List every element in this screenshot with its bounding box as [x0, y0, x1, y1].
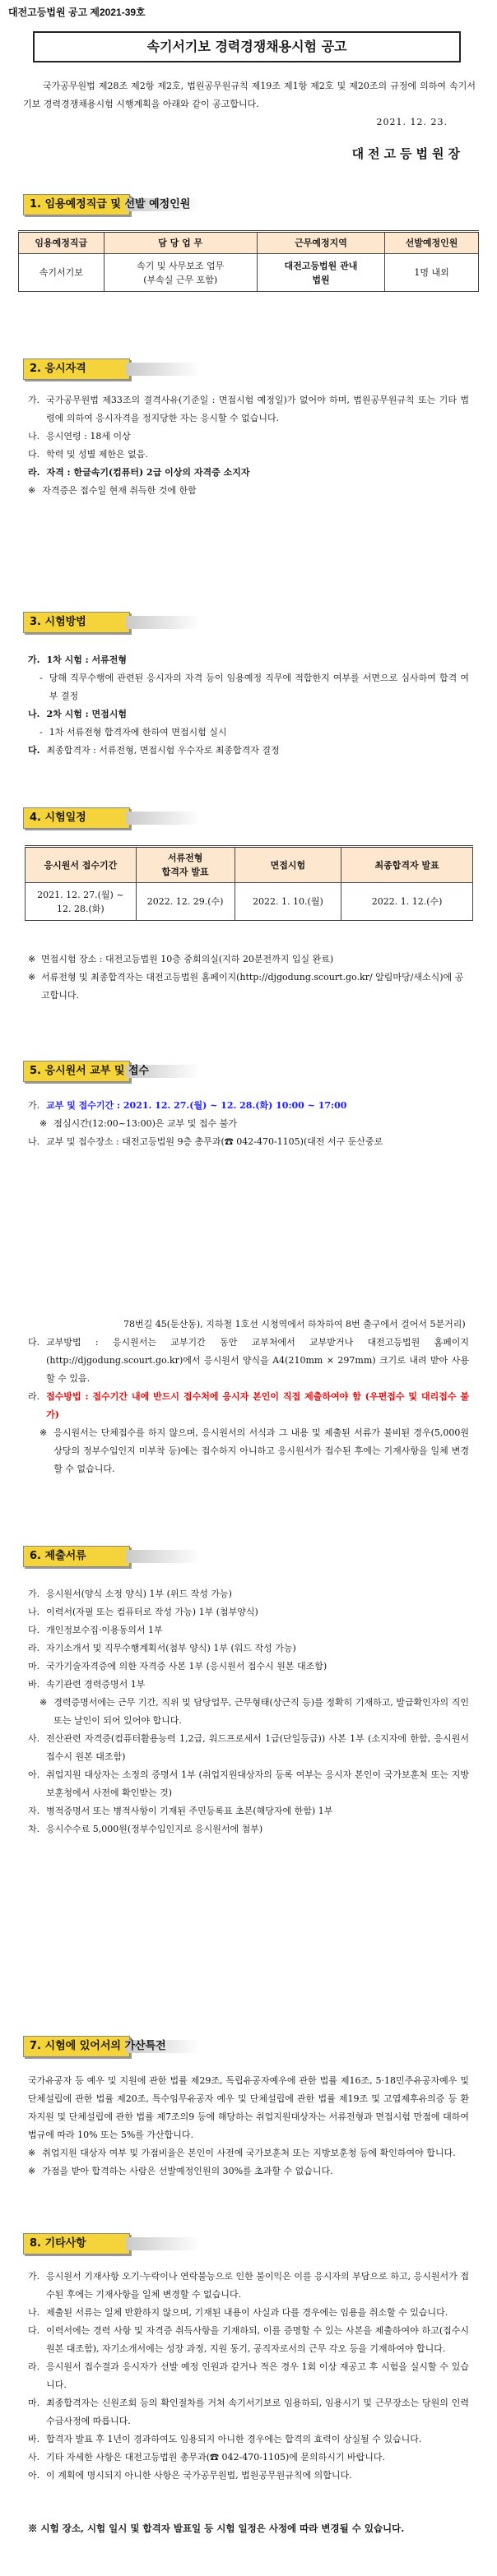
- table-cell: 속기서기보: [19, 254, 105, 292]
- item-label: ※: [39, 1118, 48, 1129]
- list-item: [28, 391, 469, 428]
- section-heading-4: [23, 807, 200, 829]
- item-label: 다.: [28, 2325, 40, 2336]
- list-item: [28, 705, 469, 724]
- item-label: 라.: [28, 1643, 40, 1653]
- item-text: 서류전형 및 최종합격자는 대전고등법원 홈페이지(http://djgodung.scourt.go.kr/ 알림마당/새소식)에 공고합니다.: [41, 972, 464, 1001]
- list-item: [28, 742, 469, 760]
- list-item: [28, 1676, 469, 1694]
- list-item: [28, 1658, 469, 1676]
- misc-list: [28, 2268, 469, 2485]
- item-text: 전산관련 자격증(컴퓨터활용능력 1,2급, 워드프로세서 1급(단일등급)) 사본 1부 (소지자에 한함, 응시원서 접수시 원본 대조함): [46, 1733, 469, 1762]
- note-mark: ※: [28, 972, 36, 983]
- item-label: 나.: [28, 709, 40, 719]
- table-cell: 2022. 1. 10.(월): [235, 883, 341, 921]
- item-text: 교부 및 접수장소 : 대전고등법원 9층 총무과(☎ 042-470-1105)(대전 서구 둔산중로: [46, 1136, 383, 1147]
- list-item: [28, 950, 469, 969]
- list-item: [28, 1133, 469, 1151]
- list-item: [28, 2072, 469, 2144]
- section-heading-7: [23, 2036, 200, 2057]
- section-title: 3. 시험방법: [30, 615, 86, 628]
- item-label: 나.: [28, 1136, 40, 1147]
- table-header: 선발예정인원: [385, 232, 479, 254]
- list-item: [28, 482, 469, 500]
- item-label: 마.: [28, 1661, 40, 1672]
- section-heading-8: [23, 2233, 200, 2255]
- item-label: ※: [28, 485, 36, 496]
- item-text: 당해 직무수행에 관련된 응시자의 자격 등이 임용예정 직무에 적합한지 여부를 서면으로 심사하여 합격 여부 결정: [49, 673, 469, 701]
- list-item: [28, 1603, 469, 1621]
- list-item: [28, 1334, 469, 1388]
- item-text: 응시원서는 단체접수를 하지 않으며, 응시원서의 서식과 그 내용 및 제출된 서류가 불비된 경우(5,000원 상당의 정부수입인지 미부착 등)에는 접수하지 아니하고 응시원서가 접수된 후에는 기재사항을 일체 변경할 수 없습니다.: [53, 1427, 469, 1474]
- signer: 대전고등법원장: [351, 146, 464, 161]
- item-text: 국가공무원법 제33조의 결격사유(기준일 : 면접시험 예정일)가 없어야 하며, 법원공무원규칙 또는 기타 법령에 의하여 응시자격을 정지당한 자는 응시할 수 없습니다.: [46, 395, 469, 423]
- list-item: [28, 1766, 469, 1802]
- item-text: 국가기술자격증에 의한 자격증 사본 1부 (응시원서 접수시 원본 대조함): [46, 1661, 327, 1672]
- item-text: 최종합격자 : 서류전형, 면접시험 우수자로 최종합격자 결정: [46, 745, 280, 756]
- item-label: 다.: [28, 449, 40, 460]
- section-title: 2. 응시자격: [30, 362, 86, 375]
- item-label: ※: [39, 1697, 48, 1708]
- section-bar-fade: [126, 812, 200, 825]
- section-title: 5. 응시원서 교부 및 접수: [30, 1064, 150, 1077]
- item-label: ※: [39, 1427, 48, 1438]
- list-item: [28, 1585, 469, 1603]
- table-cell: 2022. 12. 29.(수): [136, 883, 235, 921]
- table-header: 근무예정지역: [257, 232, 384, 254]
- bonus-list: [28, 2072, 469, 2181]
- note-mark: ※: [28, 954, 36, 964]
- list-item: [28, 2268, 469, 2304]
- final-note: ※ 시험 장소, 시험 일시 및 합격자 발표일 등 시험 일정은 사정에 따라 변경될 수 있습니다.: [28, 2523, 405, 2534]
- section-heading-5: [23, 1061, 200, 1082]
- item-text: 제출된 서류는 일체 반환하지 않으며, 기재된 내용이 사실과 다를 경우에는 임용을 취소할 수 있습니다.: [46, 2307, 448, 2318]
- list-item: [28, 669, 469, 705]
- section-bar-fade: [126, 2237, 200, 2250]
- list-item: [28, 2162, 469, 2181]
- intro-paragraph: 국가공무원법 제28조 제2항 제2호, 법원공무원규칙 제19조 제1항 제2호 및 제20조의 규정에 의하여 속기서기보 경력경쟁채용시험 시행계획을 아래와 같이 공고합니다.: [23, 81, 476, 109]
- item-label: 나.: [28, 1607, 40, 1617]
- table-cell: 1명 내외: [385, 254, 479, 292]
- item-label: 가.: [28, 1100, 40, 1111]
- item-text: 개인정보수집·이용동의서 1부: [46, 1625, 163, 1635]
- item-text: 교부 및 접수기간 : 2021. 12. 27.(월) ~ 12. 28.(화) 10:00 ~ 17:00: [46, 1100, 347, 1111]
- list-item: [28, 724, 469, 742]
- item-label: 나.: [28, 431, 40, 442]
- item-label: 라.: [28, 467, 40, 478]
- list-item: [28, 1115, 469, 1133]
- item-label: ※: [28, 2148, 36, 2158]
- section-title: 1. 임용예정직급 및 선발 예정인원: [30, 197, 191, 210]
- list-item: [28, 2322, 469, 2358]
- item-text: 자격 : 한글속기(컴퓨터) 2급 이상의 자격증 소지자: [46, 467, 250, 478]
- section-title: 6. 제출서류: [30, 1549, 86, 1562]
- item-text: 최종합격자는 신원조회 등의 확인절차를 거쳐 속기서기보로 임용하되, 임용시기 및 근무장소는 당원의 인력수급사정에 따릅니다.: [46, 2398, 469, 2426]
- item-text: 1차 서류전형 합격자에 한하여 면접시험 실시: [49, 727, 227, 738]
- item-label: 자.: [28, 1806, 40, 1816]
- item-label: 다.: [28, 1625, 40, 1635]
- item-label: 가.: [28, 395, 40, 405]
- section-bar-fade: [126, 363, 200, 376]
- table-cell: 2022. 1. 12.(수): [341, 883, 473, 921]
- table-cell: 2021. 12. 27.(월) ~ 12. 28.(화): [26, 883, 137, 921]
- table-header: 응시원서 접수기간: [26, 847, 137, 883]
- list-item: [28, 651, 469, 669]
- item-label: 아.: [28, 2470, 40, 2481]
- application-list-b: [28, 1316, 469, 1478]
- notice-date: 2021. 12. 23.: [376, 117, 448, 127]
- item-text: 접수방법 : 접수기간 내에 반드시 접수처에 응시자 본인이 직접 제출하여야 함 (우편접수 및 대리접수 불가): [46, 1391, 469, 1420]
- list-item: [28, 1424, 469, 1478]
- notice-number: 대전고등법원 공고 제2021-39호: [8, 7, 146, 18]
- item-text: 국가유공자 등 예우 및 지원에 관한 법률 제29조, 독립유공자예우에 관한 법률 제16조, 5·18민주유공자예우 및 단체설립에 관한 법률 제20조, 특수임무유공자 예우 및 단체설립에 관한 법률 제19조 및 고엽제후유의증 등 환자지원 및 단체설립에 관한 법률 제7조의9 등에 해당하는 취업지원대상자는 서류전형과 면접시험 만점에 대하여 법규에 따라 10% 또는 5%를 가산합니다.: [28, 2075, 469, 2140]
- item-label: 가.: [28, 1589, 40, 1599]
- list-item: [28, 2449, 469, 2467]
- item-text: 경력증명서에는 근무 기간, 직위 및 담당업무, 근무형태(상근직 등)를 정확히 기재하고, 발급확인자의 직인 또는 날인이 되어 있어야 합니다.: [53, 1697, 469, 1726]
- section-heading-2: [23, 358, 200, 380]
- list-item: [28, 464, 469, 482]
- item-label: 마.: [28, 2398, 40, 2408]
- item-text: 병적증명서 또는 병적사항이 기재된 주민등록표 초본(해당자에 한함) 1부: [46, 1806, 333, 1816]
- section-title: 7. 시험에 있어서의 가산특전: [30, 2039, 166, 2052]
- list-item: [28, 2304, 469, 2322]
- section-heading-6: [23, 1546, 200, 1567]
- item-text: 합격자 발표 후 1년이 경과하여도 임용되지 아니한 경우에는 합격의 효력이 상실될 수 있습니다.: [46, 2434, 422, 2444]
- item-text: 교부방법 : 응시원서는 교부기간 동안 교부처에서 교부받거나 대전고등법원 홈페이지(http://djgodung.scourt.go.kr)에서 응시원서 양식을 A4(210mm × 297mm) 크기로 내려 받아 사용할 수 있음.: [46, 1337, 469, 1384]
- list-item: [28, 1820, 469, 1838]
- item-text: 78번길 45(둔산동), 지하철 1호선 시청역에서 하차하여 8번 출구에서 걸어서 5분거리): [123, 1319, 466, 1330]
- section-title: 8. 기타사항: [30, 2236, 86, 2250]
- list-item: [28, 446, 469, 464]
- item-label: 바.: [28, 1679, 40, 1690]
- list-item: [28, 2430, 469, 2449]
- list-item: [28, 1388, 469, 1424]
- table-cell: 속기 및 사무보조 업무 (부속실 근무 포함): [104, 254, 257, 292]
- list-item: [28, 2144, 469, 2162]
- table-header: 최종합격자 발표: [341, 847, 473, 883]
- item-text: 학력 및 성별 제한은 없음.: [46, 449, 148, 460]
- item-label: 사.: [28, 2452, 40, 2463]
- item-label: 나.: [28, 2307, 40, 2318]
- item-text: 취업지원 대상자는 소정의 증명서 1부 (취업지원대상자의 등록 여부는 응시자 본인이 국가보훈처 또는 지방보훈청에서 사전에 확인받는 것): [46, 1769, 469, 1798]
- position-table: [18, 230, 479, 292]
- section-bar-fade: [126, 616, 200, 629]
- section-heading-3: [23, 612, 200, 633]
- table-header: 담 당 업 무: [104, 232, 257, 254]
- item-label: 라.: [28, 1391, 40, 1402]
- item-label: 바.: [28, 2434, 40, 2444]
- list-item: [28, 1730, 469, 1766]
- list-item: [28, 428, 469, 446]
- documents-list: [28, 1585, 469, 1838]
- item-label: 다.: [28, 745, 40, 756]
- item-label: -: [39, 673, 43, 683]
- section-heading-1: [23, 194, 200, 215]
- item-text: 가점을 받아 합격하는 사람은 선발예정인원의 30%를 초과할 수 없습니다.: [42, 2166, 333, 2176]
- item-text: 응시수수료 5,000원(정부수입인지로 응시원서에 첨부): [46, 1824, 263, 1834]
- item-text: 응시원서 접수결과 응시자가 선발 예정 인원과 같거나 적은 경우 1회 이상 재공고 후 시험을 실시할 수 있습니다.: [46, 2361, 469, 2390]
- table-cell: 대전고등법원 관내 법원: [257, 254, 384, 292]
- list-item: [28, 1694, 469, 1730]
- item-text: 응시원서 기재사항 오기·누락이나 연락불능으로 인한 불이익은 이를 응시자의 부담으로 하고, 응시원서가 접수된 후에는 기재사항을 일체 변경할 수 없습니다.: [46, 2271, 469, 2300]
- item-label: 가.: [28, 2271, 40, 2282]
- list-item: [28, 1316, 469, 1334]
- item-text: 이력서에는 경력 사항 및 자격증 취득사항을 기재하되, 이를 증명할 수 있는 사본을 제출하여야 하고(접수시 원본 대조함), 자기소개서에는 성장 과정, 지원 동기, 공직자로서의 근무 각오 등을 기재하여야 합니다.: [46, 2325, 469, 2354]
- item-label: 사.: [28, 1733, 40, 1744]
- item-text: 이 계획에 명시되지 아니한 사항은 국가공무원법, 법원공무원규칙에 의합니다.: [46, 2470, 352, 2481]
- item-text: 2차 시험 : 면접시험: [46, 709, 128, 719]
- item-text: 응시연령 : 18세 이상: [46, 431, 131, 442]
- schedule-notes: [28, 950, 469, 1005]
- item-text: 면접시험 장소 : 대전고등법원 10층 중회의실(지하 20분전까지 입실 완료): [41, 954, 334, 964]
- list-item: [28, 2467, 469, 2485]
- item-label: ※: [28, 2166, 36, 2176]
- item-label: 가.: [28, 654, 40, 665]
- list-item: [28, 969, 469, 1005]
- list-item: [28, 2358, 469, 2394]
- table-header: 서류전형 합격자 발표: [136, 847, 235, 883]
- item-text: 이력서(자필 또는 컴퓨터로 작성 가능) 1부 (첨부양식): [46, 1607, 258, 1617]
- list-item: [28, 1802, 469, 1820]
- item-text: 1차 시험 : 서류전형: [46, 654, 128, 665]
- item-label: 라.: [28, 2361, 40, 2372]
- table-header: 면접시험: [235, 847, 341, 883]
- item-text: 취업지원 대상자 여부 및 가점비율은 본인이 사전에 국가보훈처 또는 지방보훈청 등에 확인하여야 합니다.: [42, 2148, 456, 2158]
- item-text: 점심시간(12:00~13:00)은 교부 및 접수 불가: [53, 1118, 237, 1129]
- item-label: -: [39, 727, 43, 738]
- qualification-list: [28, 391, 469, 500]
- exam-method-list: [28, 651, 469, 760]
- list-item: [28, 1621, 469, 1639]
- list-item: [28, 1639, 469, 1658]
- item-text: 응시원서(양식 소정 양식) 1부 (위드 작성 가능): [46, 1589, 232, 1599]
- application-list-a: [28, 1097, 469, 1151]
- item-text: 자기소개서 및 직무수행계획서(첨부 양식) 1부 (워드 작성 가능): [46, 1643, 296, 1653]
- item-label: 아.: [28, 1769, 40, 1780]
- item-text: 자격증은 접수일 현재 취득한 것에 한함: [42, 485, 197, 496]
- item-text: 기타 자세한 사항은 대전고등법원 총무과(☎ 042-470-1105)에 문의하시기 바랍니다.: [46, 2452, 385, 2463]
- item-text: 속기관련 경력증명서 1부: [46, 1679, 146, 1690]
- schedule-table: [25, 845, 473, 921]
- section-bar-fade: [126, 1550, 200, 1563]
- section-title: 4. 시험일정: [30, 811, 86, 824]
- list-item: [28, 1097, 469, 1115]
- table-header: 임용예정직급: [19, 232, 105, 254]
- item-label: 차.: [28, 1824, 40, 1834]
- list-item: [28, 2394, 469, 2430]
- page-title: 속기서기보 경력경쟁채용시험 공고: [33, 31, 461, 62]
- item-label: 다.: [28, 1337, 40, 1348]
